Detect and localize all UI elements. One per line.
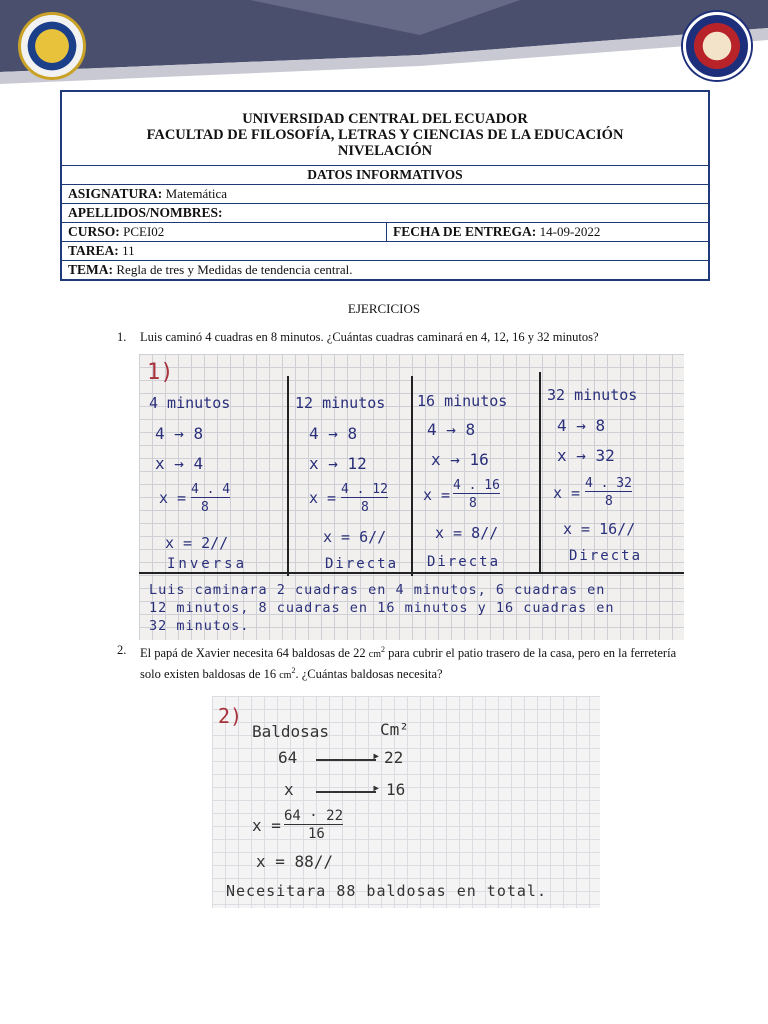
question-text-part: El papá de Xavier necesita 64 baldosas de 22 [140,646,369,661]
conclusion-line: 12 minutos, 8 cuadras en 16 minutos y 16 cuadras en [149,600,615,616]
section-title: DATOS INFORMATIVOS [62,166,708,185]
asignatura-value: Matemática [165,186,227,201]
rule-value: 22 [384,748,404,767]
document-header [62,92,708,166]
rule-row: x → 4 [155,454,204,473]
formula-numerator: 4 . 12 [341,482,388,497]
column-title: 32 minutos [547,386,638,404]
university-logo [18,12,86,80]
formula-denominator: 16 [308,826,325,842]
formula-prefix: x = [309,489,337,507]
question-1 [117,329,687,345]
fecha-value: 14-09-2022 [539,224,601,239]
program-name: NIVELACIÓN [337,143,433,159]
rule-row: 4 → 8 [155,424,204,443]
proportion-type: Inversa [167,556,248,572]
column-divider [411,376,413,576]
column-divider [287,376,289,576]
asignatura-label: ASIGNATURA: [68,186,163,201]
banner-background [0,0,768,90]
rule-row: 4 → 8 [557,416,606,435]
curso-value: PCEI02 [123,224,165,239]
rule-row: x → 12 [309,454,367,473]
question-number: 2. [117,643,127,657]
question-text-part: . ¿Cuántas baldosas necesita? [295,667,443,682]
unit: cm [368,649,381,661]
formula-numerator: 4 . 16 [453,478,500,493]
formula-prefix: x = [423,486,451,504]
formula-denominator: 8 [469,496,477,511]
rule-value: 16 [386,780,406,799]
exercise-mark: 2) [218,704,243,728]
result: x = 2// [165,534,229,552]
question-text: Luis caminó 4 cuadras en 8 minutos. ¿Cuántas cuadras caminará en 4, 12, 16 y 32 minutos? [140,330,599,344]
proportion-type: Directa [427,554,501,570]
arrow-head: ▸ [372,748,381,764]
arrow-head: ▸ [372,780,381,796]
formula-denominator: 8 [201,500,209,515]
curso-label: CURSO: [68,224,120,239]
conclusion-line: 32 minutos. [149,618,250,634]
result: x = 16// [563,520,636,538]
formula-denominator: 8 [605,494,613,509]
result: x = 88// [256,852,334,871]
rule-row: x → 32 [557,446,615,465]
handwritten-photo-2 [212,696,600,908]
question-text: El papá de Xavier necesita 64 baldosas de 22 $cm^2$ para cubrir el patio trasero de la casa, pero en la ferretería solo existen baldosas de 16 $cm^2$. ¿Cuántas baldosas necesita? [140,645,677,682]
rule-value: 64 [278,748,298,767]
proportion-type: Directa [325,556,399,572]
formula-numerator: 64 · 22 [284,808,344,824]
fecha-label: FECHA DE ENTREGA: [393,224,537,239]
rule-row: x → 16 [431,450,489,469]
tarea-value: 11 [122,243,135,258]
proportion-type: Directa [569,548,643,564]
exercise-mark: 1) [147,360,174,385]
question-text-part: para cubrir el patio trasero de la casa, pero en la ferretería solo existen baldosas de 16 [140,646,677,682]
info-table [60,90,710,281]
tema-label: TEMA: [68,262,113,277]
result: x = 8// [435,524,499,542]
column-title: 12 minutos [295,394,386,412]
header-units: Cm² [380,720,409,739]
conclusion-line: Necesitara 88 baldosas en total. [226,882,547,900]
asignatura-row [62,185,708,204]
rule-row: 4 → 8 [427,420,476,439]
handwritten-photo-1 [139,354,684,640]
tarea-label: TAREA: [68,243,119,258]
rule-row: 4 → 8 [309,424,358,443]
arrow-line [316,759,376,761]
column-title: 16 minutos [417,392,508,410]
formula-prefix: x = [159,489,187,507]
arrow-line [316,791,376,793]
conclusion-line: Luis caminara 2 cuadras en 4 minutos, 6 cuadras en [149,582,606,598]
header-banner [0,0,768,90]
formula-numerator: 4 . 32 [585,476,632,491]
university-name: UNIVERSIDAD CENTRAL DEL ECUADOR [242,111,528,127]
tarea-row [62,242,708,261]
tema-row [62,261,708,279]
table-underline [139,572,684,574]
unit: cm [279,670,292,682]
formula-numerator: 4 . 4 [191,482,231,497]
exercises-title: EJERCICIOS [347,301,421,316]
nombres-label: APELLIDOS/NOMBRES: [68,205,223,220]
curso-fecha-row [62,223,708,242]
question-number: 1. [117,330,127,344]
result: x = 6// [323,528,387,546]
fecha-cell [387,223,600,241]
header-baldosas: Baldosas [252,722,330,741]
formula-prefix: x = [252,816,281,835]
nombres-row [62,204,708,223]
tema-value: Regla de tres y Medidas de tendencia central. [116,262,353,277]
column-divider [539,372,541,572]
column-title: 4 minutos [149,394,231,412]
faculty-name: FACULTAD DE FILOSOFÍA, LETRAS Y CIENCIAS DE LA EDUCACIÓN [146,127,624,143]
faculty-logo [683,12,751,80]
formula-prefix: x = [553,484,581,502]
formula-denominator: 8 [361,500,369,515]
curso-cell [62,223,387,241]
question-2 [117,642,687,684]
rule-value: x [284,780,294,799]
